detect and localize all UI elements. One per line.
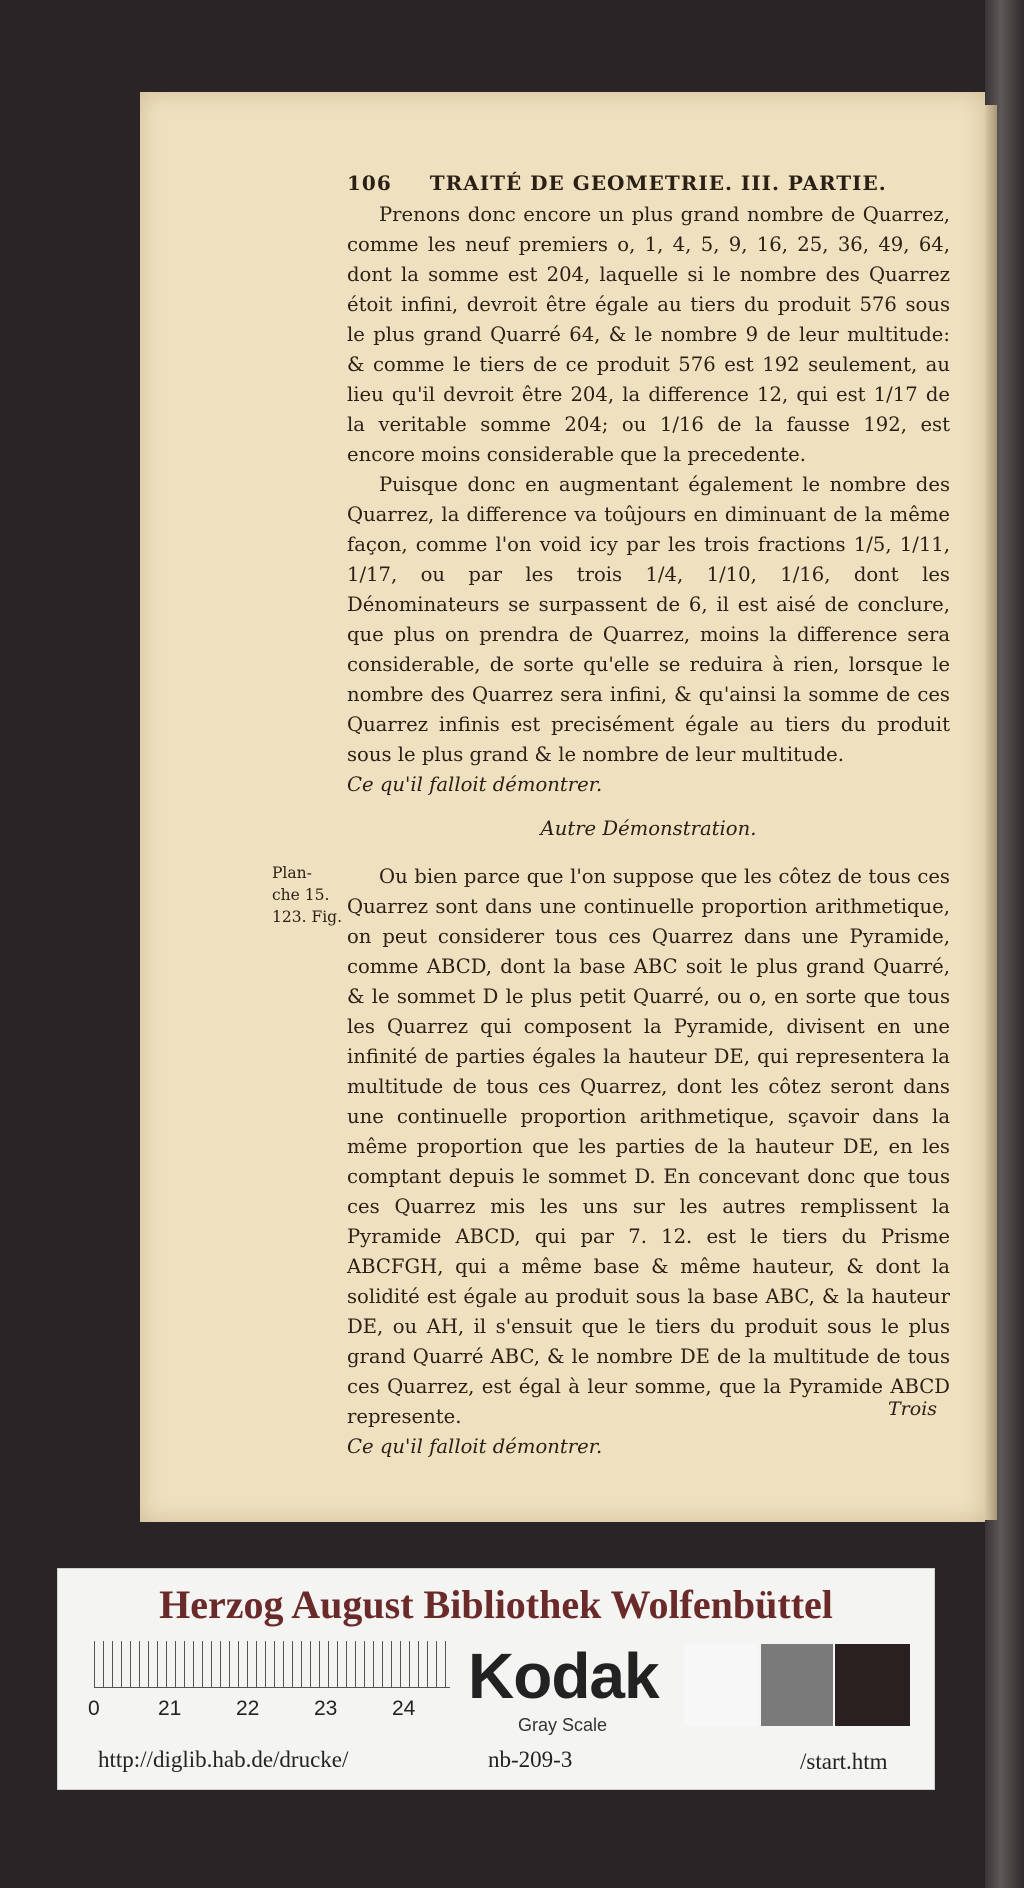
paragraph-3: Ou bien parce que l'on suppose que les côtez de tous ces Quarrez sont dans une continuelle proportion arithmetique, on peut considerer tous ces Quarrez dans une Pyramide, comme ABCD, dont la base ABC soit le plus grand Quarré, & le sommet D le plus petit Quarré, ou o, en sorte que tous les Quarrez qui composent la Pyramide, divisent en une infinité de parties égales la hauteur DE, qui representera la multitude de tous ces Quarrez, dont les côtez seront dans une continuelle proportion arithmetique, sçavoir dans la même proportion que les parties de la hauteur DE, en les comptant depuis le sommet D. En concevant donc que tous ces Quarrez mis les uns sur les autres remplissent la Pyramide ABCD, qui par 7. 12. est le tiers du Prisme ABCFGH, qui a même base & même hauteur, & dont la solidité est égale au produit sous la base ABC, & la hauteur DE, ou AH, il s'ensuit que le tiers du produit sous le plus grand Quarré ABC, & le nombre DE de la multitude de tous ces Quarrez, est égal à leur somme, que la Pyramide ABCD represente. xyxy=(347,865,950,1428)
catchword: Trois xyxy=(888,1398,938,1420)
page-number: 106 xyxy=(347,171,392,195)
margin-note-line: che 15. xyxy=(272,886,330,904)
url-left: http://diglib.hab.de/drucke/ xyxy=(98,1747,349,1772)
gray-swatch-light xyxy=(684,1644,758,1726)
margin-note xyxy=(272,862,352,928)
closing-phrase-2: Ce qu'il falloit démontrer. xyxy=(347,1435,603,1458)
ruler-label: 22 xyxy=(236,1697,260,1720)
ruler-label: 0 xyxy=(88,1697,100,1720)
margin-note-line: 123. Fig. xyxy=(272,908,342,926)
gray-swatch-dark xyxy=(835,1644,910,1726)
url-right: /start.htm xyxy=(800,1749,888,1774)
page-text xyxy=(347,168,950,1462)
sub-heading: Autre Démonstration. xyxy=(540,817,757,840)
ruler xyxy=(94,1641,450,1688)
ruler-label: 21 xyxy=(158,1697,182,1720)
gray-scale-label: Gray Scale xyxy=(518,1715,608,1735)
ruler-label: 23 xyxy=(314,1697,338,1720)
ruler-label: 24 xyxy=(392,1697,416,1720)
running-head xyxy=(347,168,950,198)
paragraph-2: Puisque donc en augmentant également le nombre des Quarrez, la difference va toûjours en diminuant de la même façon, comme l'on void icy par les trois fractions 1/5, 1/11, 1/17, ou par les trois 1/4, 1/10, 1/16, dont les Dénominateurs se surpassent de 6, il est aisé de conclure, que plus on prendra de Quarrez, moins la difference sera considerable, de sorte qu'elle se reduira à rien, lorsque le nombre des Quarrez sera infini, & qu'ainsi la somme de ces Quarrez infinis est precisément égale au tiers du produit sous le plus grand & le nombre de leur multitude. xyxy=(347,473,950,766)
calibration-strip xyxy=(57,1568,935,1790)
gray-swatch-mid xyxy=(761,1644,833,1726)
institution-name: Herzog August Bibliothek Wolfenbüttel xyxy=(159,1582,833,1627)
paragraph-1: Prenons donc encore un plus grand nombre de Quarrez, comme les neuf premiers o, 1, 4, 5, 9, 16, 25, 36, 49, 64, dont la somme est 204, laquelle si le nombre des Quarrez étoit infini, devroit être égale au tiers du produit 576 sous le plus grand Quarré 64, & le nombre 9 de leur multitude: & comme le tiers de ce produit 576 est 192 seulement, au lieu qu'il devroit être 204, la difference 12, qui est 1/17 de la veritable somme 204; ou 1/16 de la fausse 192, est encore moins considerable que la precedente. xyxy=(347,203,950,466)
page-edge xyxy=(985,105,997,1520)
signature-code: nb-209-3 xyxy=(488,1747,573,1772)
closing-phrase-1: Ce qu'il falloit démontrer. xyxy=(347,773,603,796)
margin-note-line: Plan- xyxy=(272,864,312,882)
kodak-logo: Kodak xyxy=(468,1640,659,1712)
running-title: TRAITÉ DE GEOMETRIE. III. PARTIE. xyxy=(429,171,887,195)
